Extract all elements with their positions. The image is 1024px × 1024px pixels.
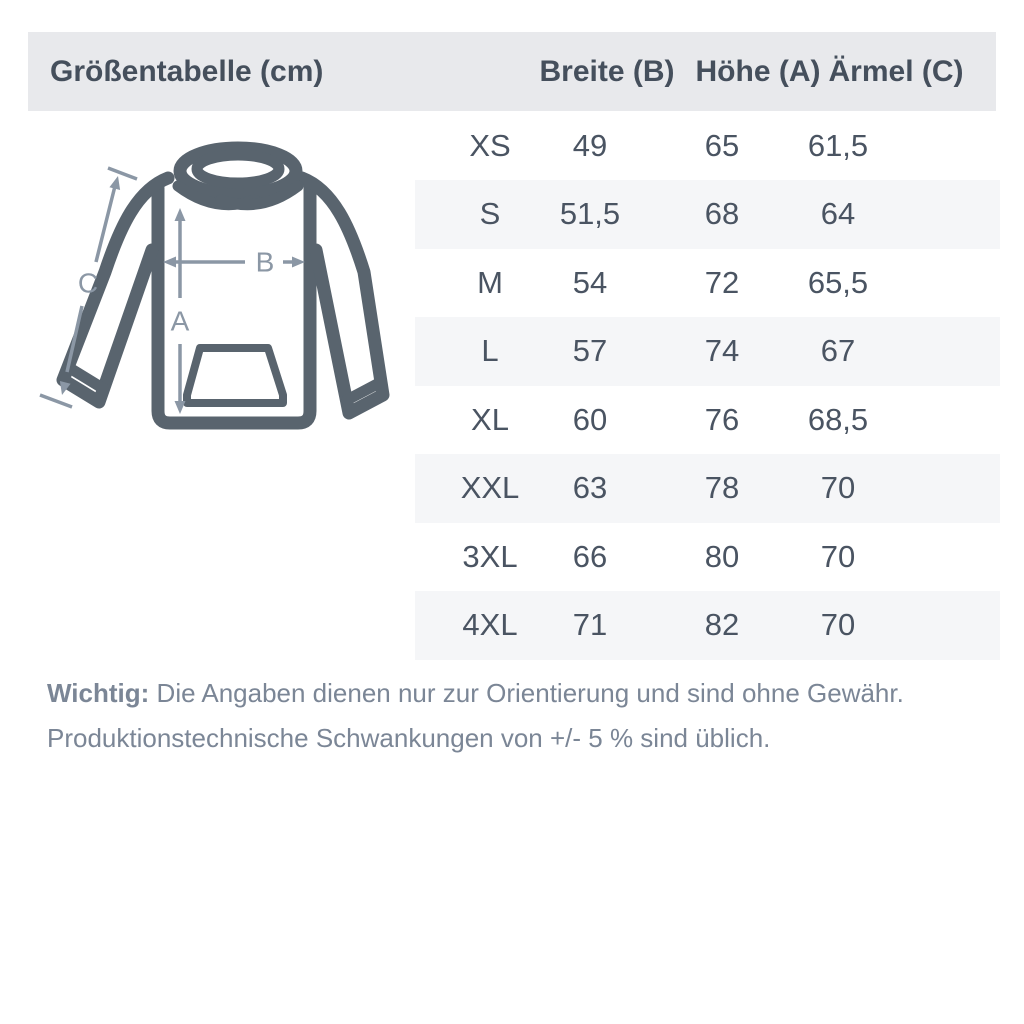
arrowhead-c-top-icon xyxy=(109,175,123,190)
aermel-value: 68,5 xyxy=(807,401,869,437)
hoehe-value: 65 xyxy=(704,127,740,163)
hoehe-value: 78 xyxy=(704,470,740,505)
hoehe-value: 68 xyxy=(704,196,740,231)
breite-value: 63 xyxy=(572,470,608,505)
size-label: XL xyxy=(471,401,509,437)
table-row xyxy=(415,385,1000,454)
breite-value: 60 xyxy=(572,401,608,437)
hoehe-value: 74 xyxy=(704,333,740,368)
aermel-value: 65,5 xyxy=(807,264,869,300)
aermel-value: 70 xyxy=(820,538,856,574)
size-label: XS xyxy=(469,127,511,163)
disclaimer-lead: Wichtig: xyxy=(47,678,150,708)
page-title: Größentabelle (cm) xyxy=(50,54,324,88)
table-row xyxy=(415,454,1000,523)
hoehe-value: 76 xyxy=(704,401,740,437)
breite-value: 66 xyxy=(572,538,608,574)
breite-value: 54 xyxy=(572,264,608,300)
breite-value: 49 xyxy=(572,127,608,163)
dimension-label-c: C xyxy=(77,267,99,299)
column-header-aermel: Ärmel (C) xyxy=(828,54,964,88)
disclaimer-line2: Produktionstechnische Schwankungen von +/- 5 % sind üblich. xyxy=(47,723,771,753)
dimension-label-a: A xyxy=(170,305,190,337)
size-label: S xyxy=(479,196,501,231)
disclaimer-line1: Die Angaben dienen nur zur Orientierung und sind ohne Gewähr. xyxy=(156,678,904,708)
aermel-value: 70 xyxy=(820,607,856,642)
table-header xyxy=(28,32,996,111)
table-row xyxy=(415,111,1000,180)
hoodie-measurement-diagram xyxy=(25,112,405,457)
table-row xyxy=(415,522,1000,591)
size-label: 4XL xyxy=(462,607,518,642)
aermel-value: 61,5 xyxy=(807,127,869,163)
dimension-arrow-c xyxy=(40,168,137,407)
hoehe-value: 82 xyxy=(704,607,740,642)
column-header-breite: Breite (B) xyxy=(539,54,675,88)
aermel-value: 70 xyxy=(820,470,856,505)
arrowhead-a-bottom-icon xyxy=(175,401,186,414)
aermel-value: 64 xyxy=(820,196,856,231)
hoodie-pocket xyxy=(187,348,283,403)
disclaimer-note xyxy=(47,671,904,761)
dimension-arrow-b xyxy=(163,247,305,278)
hoodie-hood-inner xyxy=(197,155,279,183)
hoodie-outline xyxy=(63,148,383,423)
breite-value: 57 xyxy=(572,333,608,368)
arrowhead-b-right-icon xyxy=(292,257,305,268)
size-label: 3XL xyxy=(462,538,518,574)
hoehe-value: 80 xyxy=(704,538,740,574)
table-row xyxy=(415,248,1000,317)
size-label: L xyxy=(481,333,499,368)
aermel-value: 67 xyxy=(820,333,856,368)
hoehe-value: 72 xyxy=(704,264,740,300)
table-row xyxy=(415,591,1000,660)
table-row xyxy=(415,180,1000,249)
table-row xyxy=(415,317,1000,386)
arrowhead-a-top-icon xyxy=(175,208,186,221)
breite-value: 51,5 xyxy=(559,196,621,231)
size-label: XXL xyxy=(460,470,520,505)
arrowhead-b-left-icon xyxy=(163,257,176,268)
size-label: M xyxy=(477,264,503,300)
breite-value: 71 xyxy=(572,607,608,642)
dimension-label-b: B xyxy=(255,246,275,278)
column-header-hoehe: Höhe (A) xyxy=(695,54,821,88)
